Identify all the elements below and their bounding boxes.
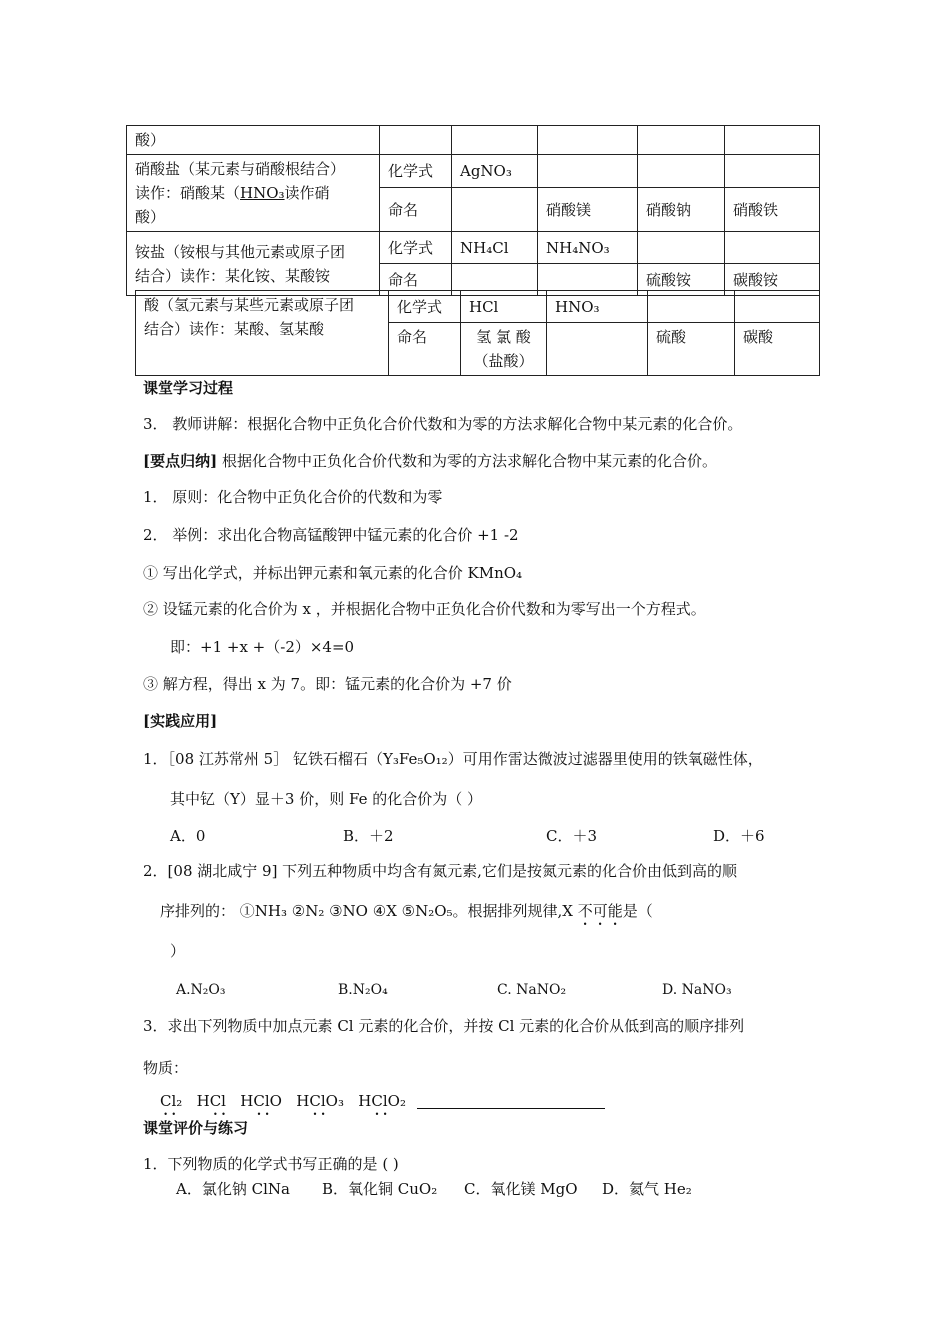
formula-cell: AgNO₃ bbox=[452, 155, 538, 188]
rule-example: 2． 举例：求出化合物高锰酸钾中锰元素的化合价 +1 -2 bbox=[143, 526, 519, 544]
formula-label: 化学式 bbox=[389, 291, 461, 323]
rule-principle: 1． 原则：化合物中正负化合价的代数和为零 bbox=[143, 488, 443, 506]
q1-option-c: C．＋3 bbox=[546, 827, 598, 845]
q1-option-a: A．0 bbox=[170, 827, 206, 845]
formula-label: 化学式 bbox=[380, 232, 452, 264]
question-2-line3: ） bbox=[170, 942, 186, 960]
section-heading-learning: 课堂学习过程 bbox=[143, 379, 234, 397]
e1-option-b: B．氧化铜 CuO₂ bbox=[322, 1180, 438, 1198]
name-cell: 氢 氯 酸 （盐酸） bbox=[461, 323, 547, 376]
key-points: [要点归纳] 根据化合物中正负化合价代数和为零的方法求解化合物中某元素的化合价。 bbox=[143, 452, 717, 470]
formula-cell: HNO₃ bbox=[547, 291, 648, 323]
name-cell: 硝酸铁 bbox=[725, 188, 820, 232]
section-heading-evaluation: 课堂评价与练习 bbox=[143, 1119, 249, 1137]
name-label: 命名 bbox=[380, 188, 452, 232]
exercise-1: 1．下列物质的化学式书写正确的是 ( ) bbox=[143, 1155, 399, 1173]
q2-option-d: D. NaNO₃ bbox=[662, 982, 732, 998]
name-cell bbox=[452, 188, 538, 232]
step-3: ③ 解方程，得出 x 为 7。即：锰元素的化合价为 +7 价 bbox=[143, 675, 512, 693]
formula-item: HCl bbox=[196, 1092, 226, 1110]
step-1: ① 写出化学式，并标出钾元素和氧元素的化合价 KMnO₄ bbox=[143, 564, 523, 582]
question-1-line2: 其中钇（Y）显＋3 价，则 Fe 的化合价为（ ） bbox=[170, 790, 482, 808]
e1-option-c: C．氧化镁 MgO bbox=[464, 1180, 578, 1198]
name-cell: 碳酸 bbox=[735, 323, 820, 376]
question-2-line2: 序排列的： ①NH₃ ②N₂ ③NO ④X ⑤N₂O₅。根据排列规律,X 不可能是（ bbox=[160, 902, 653, 920]
formula-item: HClO₃ bbox=[296, 1092, 344, 1110]
name-cell: 碳酸铵 bbox=[725, 264, 820, 296]
step-2-equation: 即：+1 +x +（-2）×4=0 bbox=[170, 638, 355, 656]
salt-table bbox=[126, 125, 820, 296]
category-cell-acid: 酸（氢元素与某些元素或原子团 结合）读作：某酸、氢某酸 bbox=[136, 291, 389, 376]
q2-option-a: A.N₂O₃ bbox=[176, 982, 226, 998]
e1-option-d: D．氦气 He₂ bbox=[602, 1180, 692, 1198]
name-cell bbox=[547, 323, 648, 376]
formula-item: HClO₂ bbox=[358, 1092, 406, 1110]
e1-option-a: A．氯化钠 ClNa bbox=[176, 1180, 290, 1198]
step-2: ② 设锰元素的化合价为 x ，并根据化合物中正负化合价代数和为零写出一个方程式。 bbox=[143, 600, 706, 618]
name-cell: 硝酸钠 bbox=[638, 188, 725, 232]
formula-cell bbox=[648, 291, 735, 323]
name-cell: 硫酸铵 bbox=[638, 264, 725, 296]
formula-cell: NH₄NO₃ bbox=[538, 232, 638, 264]
paragraph-teacher: 3． 教师讲解：根据化合物中正负化合价代数和为零的方法求解化合物中某元素的化合价。 bbox=[143, 415, 743, 433]
name-cell: 硝酸镁 bbox=[538, 188, 638, 232]
table-row bbox=[127, 232, 820, 264]
formula-cell bbox=[638, 155, 725, 188]
category-cell: 酸） bbox=[127, 126, 380, 155]
question-3-line1: 3．求出下列物质中加点元素 Cl 元素的化合价，并按 Cl 元素的化合价从低到高的顺序排列 bbox=[143, 1017, 745, 1035]
answer-blank[interactable] bbox=[417, 1092, 605, 1109]
table-row bbox=[127, 155, 820, 188]
formula-cell: HCl bbox=[461, 291, 547, 323]
table-row bbox=[136, 291, 820, 323]
question-3-line2: 物质： bbox=[143, 1059, 189, 1077]
category-cell-nitrate: 硝酸盐（某元素与硝酸根结合） 读作：硝酸某（HNO₃读作硝 酸） bbox=[127, 155, 380, 232]
q2-option-c: C. NaNO₂ bbox=[497, 982, 567, 998]
q1-option-d: D．＋6 bbox=[713, 827, 765, 845]
table-row bbox=[127, 126, 820, 155]
formula-cell bbox=[735, 291, 820, 323]
practice-heading: [实践应用] bbox=[143, 712, 218, 730]
acid-table bbox=[135, 290, 820, 376]
formula-item: HClO bbox=[240, 1092, 282, 1110]
category-cell-ammonium: 铵盐（铵根与其他元素或原子团 结合）读作：某化铵、某酸铵 bbox=[127, 232, 380, 296]
question-1-line1: 1．［08 江苏常州 5］ 钇铁石榴石（Y₃Fe₅O₁₂）可用作雷达微波过滤器里使用的铁氧磁性体， bbox=[143, 750, 763, 768]
formula-cell bbox=[538, 155, 638, 188]
formula-cell bbox=[725, 155, 820, 188]
q2-option-b: B.N₂O₄ bbox=[338, 982, 388, 998]
question-3-formulas bbox=[160, 1090, 605, 1119]
question-2-line1: 2．[08 湖北咸宁 9] 下列五种物质中均含有氮元素,它们是按氮元素的化合价由低到高的顺 bbox=[143, 862, 737, 880]
formula-item: Cl₂ bbox=[160, 1092, 183, 1110]
name-label: 命名 bbox=[389, 323, 461, 376]
name-label: 命名 bbox=[380, 264, 452, 296]
q1-option-b: B．＋2 bbox=[343, 827, 394, 845]
formula-cell bbox=[638, 232, 725, 264]
name-cell: 硫酸 bbox=[648, 323, 735, 376]
formula-cell: NH₄Cl bbox=[452, 232, 538, 264]
formula-label: 化学式 bbox=[380, 155, 452, 188]
formula-cell bbox=[725, 232, 820, 264]
